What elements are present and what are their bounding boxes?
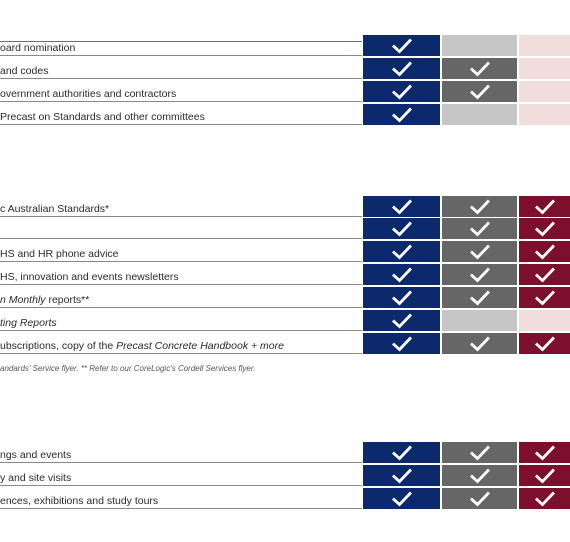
leader-line	[0, 508, 362, 509]
checkmark-icon	[392, 445, 412, 461]
table-row	[0, 333, 570, 354]
checkmark-icon	[392, 84, 412, 100]
checkmark-icon	[470, 267, 490, 283]
checkmark-icon	[535, 199, 555, 215]
tier-1-cell	[363, 35, 440, 56]
row-label	[0, 271, 183, 283]
row-label-area	[0, 196, 362, 217]
tier-3-cell	[519, 241, 570, 262]
tier-2-cell	[442, 218, 517, 239]
leader-line	[0, 55, 362, 56]
checkmark-icon	[392, 491, 412, 507]
tier-1-cell	[363, 333, 440, 354]
row-label	[0, 340, 288, 352]
row-label-part: Precast Concrete Handbook + more	[116, 340, 284, 352]
checkmark-icon	[392, 199, 412, 215]
tier-2-cell	[442, 196, 517, 217]
table-row	[0, 218, 570, 239]
tier-3-cell	[519, 488, 570, 509]
tier-2-cell	[442, 488, 517, 509]
tier-1-cell	[363, 218, 440, 239]
checkmark-icon	[535, 221, 555, 237]
checkmark-icon	[535, 491, 555, 507]
checkmark-icon	[470, 491, 490, 507]
leader-line	[0, 124, 362, 125]
tier-3-cell	[519, 310, 570, 331]
tier-3-cell	[519, 104, 570, 125]
checkmark-icon	[392, 61, 412, 77]
leader-line	[0, 261, 362, 262]
table-row	[0, 310, 570, 331]
row-label	[0, 294, 93, 306]
row-label-area	[0, 81, 362, 102]
checkmark-icon	[470, 244, 490, 260]
checkmark-icon	[392, 267, 412, 283]
tier-3-cell	[519, 264, 570, 285]
table-row	[0, 35, 570, 56]
checkmark-icon	[535, 468, 555, 484]
tier-1-cell	[363, 58, 440, 79]
tier-1-cell	[363, 264, 440, 285]
table-row	[0, 241, 570, 262]
row-label: and codes	[0, 65, 52, 77]
tier-1-cell	[363, 310, 440, 331]
checkmark-icon	[392, 313, 412, 329]
row-label-area	[0, 333, 362, 354]
tier-2-cell	[442, 442, 517, 463]
row-label-area	[0, 241, 362, 262]
tier-1-cell	[363, 196, 440, 217]
row-label-area	[0, 465, 362, 486]
tier-2-cell	[442, 104, 517, 125]
checkmark-icon	[535, 290, 555, 306]
tier-3-cell	[519, 35, 570, 56]
tier-2-cell	[442, 465, 517, 486]
row-label-area	[0, 218, 362, 239]
checkmark-icon	[470, 468, 490, 484]
table-row	[0, 81, 570, 102]
tier-1-cell	[363, 81, 440, 102]
checkmark-icon	[470, 221, 490, 237]
row-label: y and site visits	[0, 472, 75, 484]
tier-3-cell	[519, 81, 570, 102]
footnote: andards' Service flyer. ** Refer to our CoreLogic's Cordell Services flyer.	[0, 364, 256, 373]
tier-3-cell	[519, 333, 570, 354]
row-label-part: reports**	[45, 294, 90, 306]
checkmark-icon	[392, 107, 412, 123]
tier-1-cell	[363, 465, 440, 486]
tier-1-cell	[363, 104, 440, 125]
tier-3-cell	[519, 287, 570, 308]
checkmark-icon	[392, 468, 412, 484]
tier-2-cell	[442, 241, 517, 262]
row-label-area	[0, 264, 362, 285]
checkmark-icon	[392, 336, 412, 352]
table-row	[0, 488, 570, 509]
row-label-part: HS and HR phone advice	[0, 248, 119, 260]
checkmark-icon	[392, 38, 412, 54]
checkmark-icon	[470, 445, 490, 461]
row-label-part: n Monthly	[0, 294, 46, 306]
checkmark-icon	[392, 221, 412, 237]
checkmark-icon	[470, 199, 490, 215]
row-label-part: c Australian Standards*	[0, 203, 110, 215]
row-label: Precast on Standards and other committees	[0, 111, 209, 123]
checkmark-icon	[470, 290, 490, 306]
table-row	[0, 287, 570, 308]
table-row	[0, 442, 570, 463]
tier-1-cell	[363, 442, 440, 463]
tier-2-cell	[442, 333, 517, 354]
tier-3-cell	[519, 465, 570, 486]
tier-2-cell	[442, 287, 517, 308]
row-label-part: ubscriptions, copy of the	[0, 340, 117, 352]
leader-line	[0, 216, 362, 217]
tier-3-cell	[519, 218, 570, 239]
tier-1-cell	[363, 241, 440, 262]
row-label: oard nomination	[0, 42, 79, 54]
tier-3-cell	[519, 196, 570, 217]
leader-line	[0, 307, 362, 308]
leader-line	[0, 353, 362, 354]
checkmark-icon	[470, 61, 490, 77]
leader-line	[0, 78, 362, 79]
leader-line	[0, 284, 362, 285]
row-label: overnment authorities and contractors	[0, 88, 180, 100]
tier-2-cell	[442, 310, 517, 331]
leader-line	[0, 485, 362, 486]
checkmark-icon	[392, 290, 412, 306]
checkmark-icon	[470, 336, 490, 352]
checkmark-icon	[535, 267, 555, 283]
tier-2-cell	[442, 81, 517, 102]
row-label	[0, 317, 61, 329]
tier-1-cell	[363, 287, 440, 308]
row-label: ences, exhibitions and study tours	[0, 495, 162, 507]
checkmark-icon	[470, 84, 490, 100]
row-label	[0, 203, 113, 215]
row-label-area	[0, 35, 362, 56]
table-row	[0, 104, 570, 125]
table-row	[0, 58, 570, 79]
row-label-part: HS, innovation and events newsletters	[0, 271, 179, 283]
leader-line	[0, 238, 362, 239]
row-label-part: ting Reports	[0, 317, 57, 329]
leader-line	[0, 101, 362, 102]
table-row	[0, 465, 570, 486]
row-label-area	[0, 442, 362, 463]
leader-line	[0, 330, 362, 331]
row-label: ngs and events	[0, 449, 75, 461]
row-label-area	[0, 488, 362, 509]
row-label-area	[0, 287, 362, 308]
checkmark-icon	[535, 336, 555, 352]
tier-3-cell	[519, 442, 570, 463]
row-label	[0, 248, 123, 260]
tier-2-cell	[442, 264, 517, 285]
row-label-area	[0, 58, 362, 79]
tier-2-cell	[442, 58, 517, 79]
tier-2-cell	[442, 35, 517, 56]
tier-1-cell	[363, 488, 440, 509]
checkmark-icon	[535, 244, 555, 260]
checkmark-icon	[535, 445, 555, 461]
row-label-area	[0, 104, 362, 125]
checkmark-icon	[392, 244, 412, 260]
table-row	[0, 264, 570, 285]
leader-line	[0, 462, 362, 463]
row-label-area	[0, 310, 362, 331]
tier-3-cell	[519, 58, 570, 79]
table-row	[0, 196, 570, 217]
